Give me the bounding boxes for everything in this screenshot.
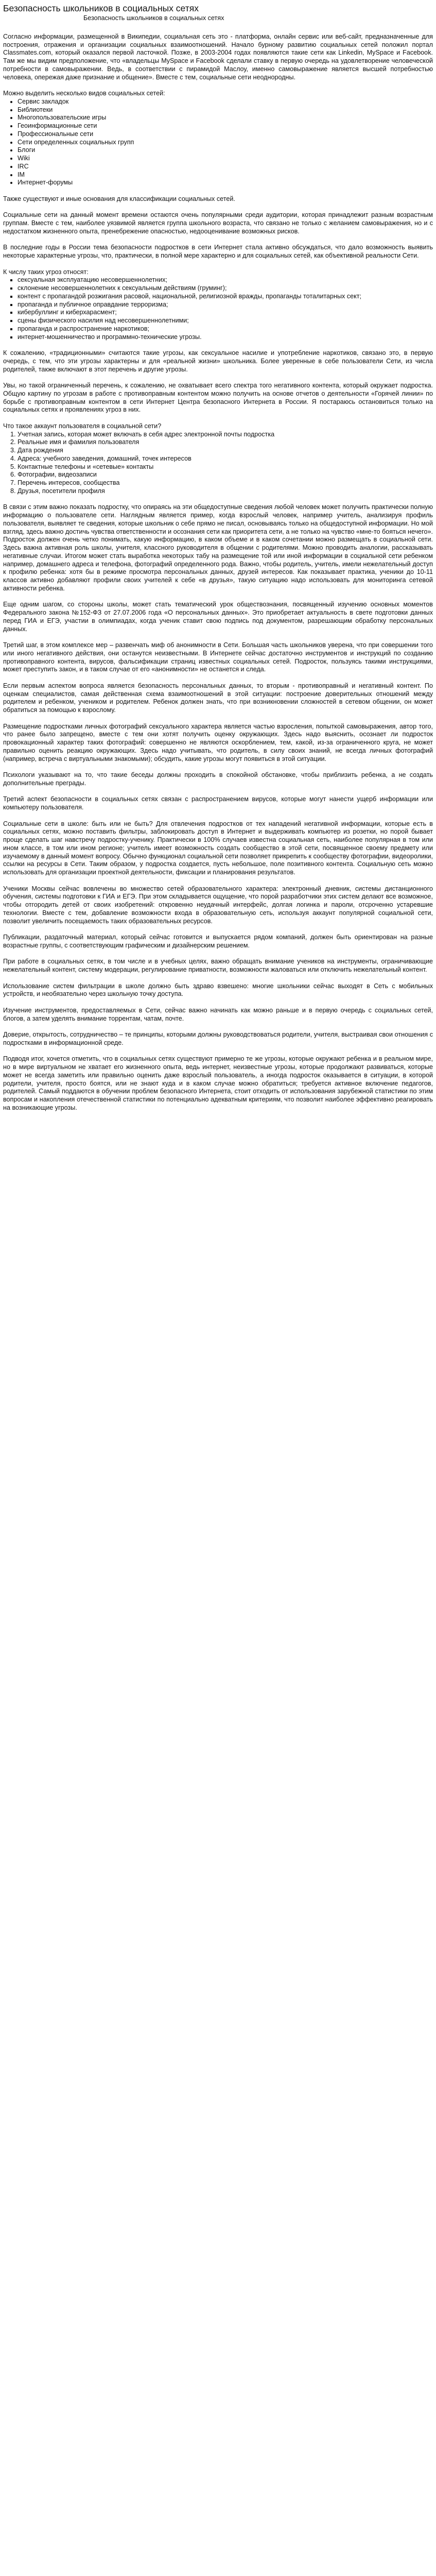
list-item: 7. Перечень интересов, сообщества <box>18 479 433 487</box>
paragraph-photos: Размещение подростками личных фотографий сексуального характера является частью взросления, попыткой самовыражения, автор того, что ранее было запрещено, вместе с тем они хотят получить оценку окружающих. Здесь надо выяснить, осознает ли подросток провокационный характер таких фотографий: совершенно не являются оскорблением, тем, какой, из-за ограниченного круга, не может правильно оценить реакцию окружающих. Здесь надо учитывать, что родитель, в силу своих знаний, не всегда личных фотографий (например, встреча с виртуальными знакомыми); обсудить, какие угрозы могут появиться в этой ситуации. <box>3 722 433 762</box>
list-item: 2. Реальные имя и фамилия пользователя <box>18 438 433 447</box>
paragraph-parents: В связи с этим важно показать подростку, что опираясь на эти общедоступные сведения любой человек может получить практически полную информацию о пользователе сети. Наглядным является пример, когда взрослый человек, например учитель, анализируя профиль пользователя, выявляет те сведения, которые школьник о себе прямо не писал, основываясь только на общедоступной информации. Но мой взгляд, здесь важно достичь чувства ответственности и осознания сети как приоритета сети, а не только на чувство «мне-то бояться нечего». Подросток должен очень четко понимать, какую информацию, в каком объеме и в каком сочетании можно размещать в социальной сети. Здесь важна активная роль школы, учителя, классного руководителя в общении с родителями. Можно проводить аналогии, рассказывать негативные случаи. Итогом может стать выработка некоторых табу на размещение той или иной информации в социальной сети ребенком например, домашнего адреса и телефона, фотографий определенного рода. Важно, чтобы родитель, учитель, имели нежелательный доступ к профилю ребенка: хотя бы в режиме просмотра персональных данных, друзей интересов. Как показывает практика, ученики до 10-11 классов активно добавляют профили своих учителей к себе «в друзья», такую ситуацию надо использовать для мониторинга сетевой активности ребенка. <box>3 503 433 592</box>
paragraph-school: Социальные сети в школе: быть или не быть? Для отвлечения подростков от тех нападений негативной информации, которые есть в социальных сетях, можно поставить фильтры, заблокировать доступ в Интернет и выдерживать компьютер из розетки, но порой бывает проще сделать шаг навстречу подростку-ученику. Практически в 100% случаев известна социальная сеть, наиболее популярная в том или ином классе, в том или ином регионе; учитель имеет возможность создать сообщество в этой сети, посвященное своему предмету или изучаемому в данный момент вопросу. Обычно функционал социальной сети позволяет прикрепить к сообществу фотографии, видеоролики, ссылки на ресурсы в Сети. Таким образом, у подростка создается, пусть небольшое, поле позитивного контента. Социальную сеть можно использовать для организации проектной деятельности, фиксации и планирования результатов. <box>3 820 433 876</box>
list-item: 4. Адреса: учебного заведения, домашний, точек интересов <box>18 455 433 463</box>
paragraph-dangers: Социальные сети на данный момент времени остаются очень популярными среди аудитории, которая принадлежит разным возрастным группам. Вместе с тем, наиболее уязвимой является группа школьного возраста, что связано не только с желанием самовыражения, но и с недостатком жизненного опыта, пренебрежение опасностью, недооценивание возможных рисков. <box>3 211 433 235</box>
list-item: 3. Дата рождения <box>18 447 433 455</box>
paragraph-psych: Психологи указывают на то, что такие беседы должны проходить в спокойной обстановке, чтобы приблизить ребенка, а не создать дополнительные преграды. <box>3 771 433 787</box>
kinds-lead: Можно выделить несколько видов социальных сетей: <box>3 90 165 97</box>
list-item: 5. Контактные телефоны и «сетевые» контакты <box>18 463 433 471</box>
accounts-lead: Что такое аккаунт пользователя в социальной сети? <box>3 422 162 430</box>
list-item: 6. Фотографии, видеозаписи <box>18 471 433 479</box>
paragraph-work: При работе в социальных сетях, в том числе и в учебных целях, важно обращать внимание учеников на инструменты, ограничивающие нежелательный контент, систему модерации, регулирование приватности, возможности жаловаться или отключить нежелательный контент. <box>3 958 433 973</box>
list-item: • IRC <box>18 163 433 171</box>
paragraph-trust: Доверие, открытость, сотрудничество – те принципы, которыми должны руководствоваться родители, учителя, выстраивая свои отношения с подростками в информационной среде. <box>3 1031 433 1046</box>
paragraph-list: Увы, но такой ограниченный перечень, к сожалению, не охватывает всего спектра того негативного контента, который окружает подростка. Общую картину по угрозам в работе с противоправным контентом можно получить на основе отчетов о деятельности «Горячей линии» по борьбе с противоправным контентом в сети Интернет Центра безопасного Интернета в России. Я постараюсь остановиться только на социальных сетях и проявлениях угроз в них. <box>3 382 433 414</box>
list-item: ▪ интернет-мошенничество и программно-технические угрозы. <box>18 333 433 342</box>
list-item: • Сервис закладок <box>18 98 433 106</box>
intro-paragraph: Согласно информации, размещенной в Википедии, социальная сеть это - платформа, онлайн сервис или веб-сайт, предназначенные для построения, отражения и организации социальных взаимоотношений. Начало бурному развитию социальных сетей положил портал Classmates.com, который оказался первой ласточкой. Позже, в 2003-2004 годах появляются такие сети как Linkedin, MySpace и Facebook. Там же мы видим предположение, что «владельцы MySpace и Facebook сделали ставку в первую очередь на удовлетворение человеческой потребности в самовыражении. Ведь, в соответствии с пирамидой Маслоу, именно самовыражение является высшей потребностью человека, опережая даже признание и общение». Вместе с тем, социальные сети неоднородны. <box>3 32 433 81</box>
list-item: ▪ контент с пропагандой розжигания расовой, национальной, религиозной вражды, пропаганды тоталитарных сект; <box>18 293 433 301</box>
paragraph-filtering: Использование систем фильтрации в школе должно быть здраво взвешено: многие школьники сейчас выходят в Сеть с мобильных устройств, и необязательно через школьную точку доступа. <box>3 982 433 998</box>
list-item: ▪ кибербуллинг и киберхарасмент; <box>18 309 433 317</box>
list-item: • Профессиональные сети <box>18 130 433 139</box>
list-item: ▪ сцены физического насилия над несовершеннолетними; <box>18 317 433 325</box>
paragraph-publications: Публикации, раздаточный материал, который сейчас готовится и выпускается рядом компаний, должен быть ориентирован на разные возрастные группы, с соответствующим графическим и дизайнерским решением. <box>3 934 433 949</box>
threats-list <box>3 276 433 341</box>
list-item: • Многопользовательские игры <box>18 114 433 122</box>
paragraph-personal: Если первым аспектом вопроса является безопасность персональных данных, то вторым - противоправный и негативный контент. По оценкам специалистов, самая действенная схема взаимоотношений в этой ситуации: построение доверительных отношений между родителем и ребенком, учеником и родителем. Ребенок должен знать, что при возникновении сложностей в сетевом общении, он может обратиться за помощью к взрослому. <box>3 682 433 714</box>
list-item: ▪ сексуальная эксплуатацию несовершеннолетних; <box>18 276 433 284</box>
paragraph-traditional: К сожалению, «традиционными» считаются такие угрозы, как сексуальное насилие и употребление наркотиков, связано это, в первую очередь, с тем, что эти угрозы характерны и для «реальной жизни» школьника. Более уверенные в себе пользователи Сети, из числа родителей, также включают в этот перечень и другие угрозы. <box>3 349 433 373</box>
page-subtitle: Безопасность школьников в социальных сетях <box>83 14 224 22</box>
paragraph-other: Также существуют и иные основания для классификации социальных сетей. <box>3 195 235 202</box>
list-item: ▪ пропаганда и публичное оправдание терроризма; <box>18 301 433 309</box>
page-title: Безопасность школьников в социальных сетях <box>3 3 199 13</box>
list-item: ▪ склонение несовершеннолетних к сексуальным действиям (груминг); <box>18 284 433 293</box>
document <box>0 0 436 1112</box>
list-item: • Интернет-форумы <box>18 179 433 187</box>
threats-lead: К числу таких угроз относят: <box>3 268 89 276</box>
list-item: • Wiki <box>18 155 433 163</box>
paragraph-anonymity: Третий шаг, в этом комплексе мер – развенчать миф об анонимности в Сети. Большая часть школьников уверена, что при совершении того или иного негативного действия, они останутся неизвестными. В Интернете сейчас достаточно инструментов и инструкций по созданию противоправного контента, вирусов, фальсификации страниц известных социальных сетей. Подросток, пользуясь такими инструкциями, может преступить закон, и в таком случае от его «анонимности» не останется и следа. <box>3 641 433 673</box>
list-item: • Сети определенных социальных групп <box>18 139 433 147</box>
list-item: • IM <box>18 171 433 179</box>
paragraph-summary: Подводя итог, хочется отметить, что в социальных сетях существуют примерно те же угрозы, которые окружают ребенка и в реальном мире, но в мире виртуальном не хватает его жизненного опыта, ведь интернет, неизвестные угрозы, которые продолжают развиваться, которые может не всегда заметить или правильно оценить даже взрослый пользователь, а иногда подросток оказывается в ситуации, в которой родители, учителя, просто боятся, или не знают куда и в каком случае можно обратиться; требуется активное включение педагогов, родителей. Самый поддаются в обучении проблем безопасного Интернета, стоит отходить от использования зарубежной статистики по этим вопросам и накопления отечественной статистики по потенциально адекватным критериям, что позволит наиболее эффективно реагировать на возникающие угрозы. <box>3 1055 433 1111</box>
paragraph-third: Третий аспект безопасности в социальных сетях связан с распространением вирусов, которые могут нанести ущерб информации или компьютеру пользователя. <box>3 795 433 811</box>
list-item: 8. Друзья, посетители профиля <box>18 487 433 496</box>
accounts-list <box>3 431 433 496</box>
paragraph-russia: В последние годы в России тема безопасности подростков в сети Интернет стала активно обсуждаться, что дало возможность выявить некоторые характерные угрозы, что, практически, в полной мере характерно и для социальных сетей, как объективной реальности Сети. <box>3 244 433 259</box>
paragraph-study: Изучение инструментов, предоставляемых в Сети, сейчас важно начинать как можно раньше и в первую очередь с социальных сетей, блогов, а затем уделять внимание торрентам, чатам, почте. <box>3 1006 433 1022</box>
list-item: • Блоги <box>18 146 433 155</box>
paragraph-moscow: Ученики Москвы сейчас вовлечены во множество сетей образовательного характера: электронный дневник, системы дистанционного обучения, системы подготовки к ГИА и ЕГЭ. При этом складывается ощущение, что порой разработчики этих систем делают все возможное, чтобы отгородить детей от своих изобретений: откровенно неудачный интерфейс, долгая логинка и пароли, отсроченно устаревшие технологии. Вместе с тем, добавление возможности входа в образовательную сеть, используя аккаунт популярной социальной сети, позволит увеличить посещаемость таких образовательных ресурсов. <box>3 885 433 925</box>
list-item: ▪ пропаганда и распространение наркотиков; <box>18 325 433 333</box>
kinds-list <box>3 98 433 187</box>
list-item: 1. Учетная запись, которая может включать в себя адрес электронной почты подростка <box>18 431 433 439</box>
list-item: • Геоинформационные сети <box>18 122 433 130</box>
paragraph-schools: Еще одним шагом, со стороны школы, может стать тематический урок обществознания, посвященный изучению основных моментов Федерального закона №152-ФЗ от 27.07.2006 года «О персональных данных». Это приобретает актуальность в свете подготовки данных перед ГИА и ЕГЭ, участии в олимпиадах, когда ученик ставит свою подпись под документом, разрешающим обработку персональных данных. <box>3 601 433 633</box>
list-item: • Библиотеки <box>18 106 433 114</box>
